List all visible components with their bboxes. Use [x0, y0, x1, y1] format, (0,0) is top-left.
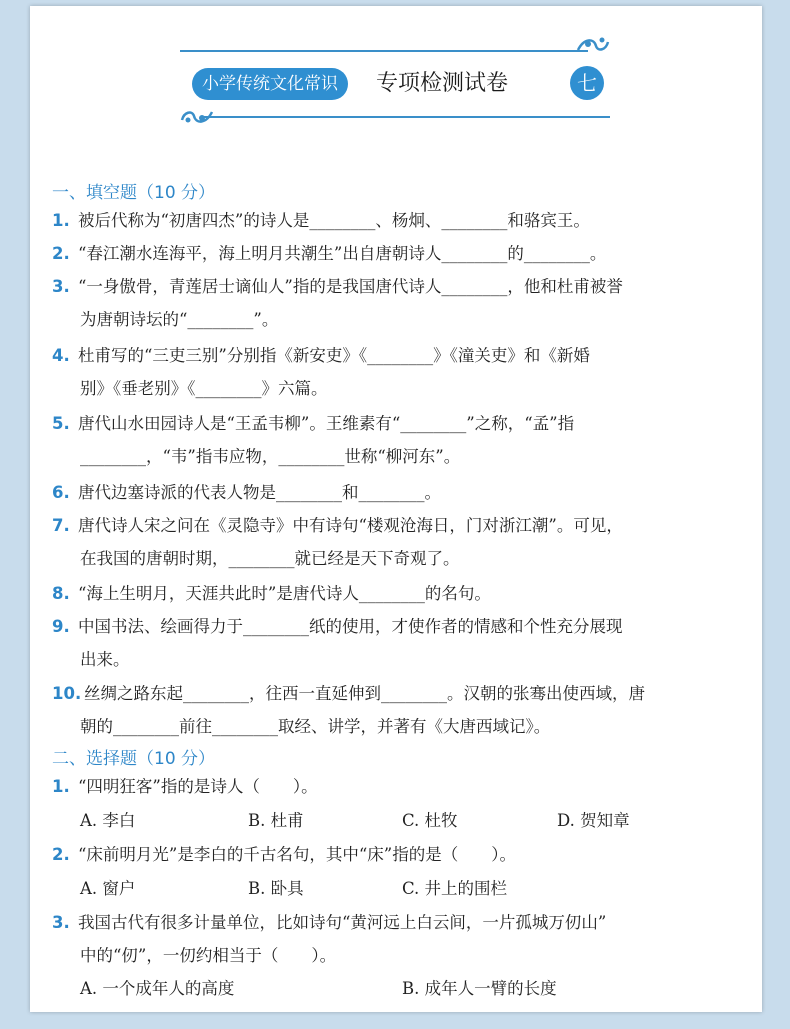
- page-title: 专项检测试卷: [376, 71, 509, 96]
- question-text: 中国书法、绘画得力于________纸的使用，才使作者的情感和个性充分展现: [78, 617, 623, 636]
- fill-question-9: [52, 610, 742, 676]
- question-text: “四明狂客”指的是诗人（ ）。: [78, 777, 318, 796]
- fill-question-8: [52, 577, 742, 610]
- swirl-ornament-icon: [180, 106, 214, 128]
- question-number: 5.: [52, 414, 70, 433]
- question-text-continued: 出来。: [80, 650, 130, 669]
- fill-question-1: [52, 204, 742, 237]
- question-text: 被后代称为“初唐四杰”的诗人是________、杨炯、________和骆宾王。: [78, 211, 590, 230]
- question-text: 唐代边塞诗派的代表人物是________和________。: [78, 483, 441, 502]
- banner-top-line: [180, 50, 588, 52]
- question-number: 8.: [52, 584, 70, 603]
- question-text: 杜甫写的“三吏三别”分别指《新安吏》《________》《潼关吏》和《新婚: [78, 346, 590, 365]
- fill-question-5: [52, 407, 742, 473]
- question-text-continued: 中的“仞”，一仞约相当于（ ）。: [80, 946, 337, 965]
- choice-question-1: [52, 770, 742, 803]
- fill-question-10: [52, 677, 742, 743]
- question-text: “海上生明月，天涯共此时”是唐代诗人________的名句。: [78, 584, 491, 603]
- question-number: 3.: [52, 277, 70, 296]
- question-number: 1.: [52, 777, 70, 796]
- choice-question-2: [52, 838, 742, 871]
- question-number: 3.: [52, 913, 70, 932]
- question-text: 唐代山水田园诗人是“王孟韦柳”。王维素有“________”之称，“孟”指: [78, 414, 575, 433]
- fill-question-3: [52, 270, 742, 336]
- question-number: 2.: [52, 244, 70, 263]
- question-text-continued: 在我国的唐朝时期，________就已经是天下奇观了。: [80, 549, 460, 568]
- section-choice-heading: 二、选择题（10 分）: [52, 749, 216, 769]
- question-number: 9.: [52, 617, 70, 636]
- banner-bottom-line: [202, 116, 610, 118]
- question-number: 2.: [52, 845, 70, 864]
- question-text: “春江潮水连海平，海上明月共潮生”出自唐朝诗人________的________。: [78, 244, 607, 263]
- question-text-continued: 朝的________前往________取经、讲学，并著有《大唐西域记》。: [80, 717, 551, 736]
- option-b[interactable]: B. 成年人一臂的长度: [402, 979, 557, 998]
- swirl-ornament-icon: [576, 34, 610, 56]
- question-number: 1.: [52, 211, 70, 230]
- fill-question-7: [52, 509, 742, 575]
- choice-question-3: [52, 906, 742, 972]
- section-fill-heading: 一、填空题（10 分）: [52, 183, 216, 203]
- option-c[interactable]: C. 杜牧: [402, 811, 458, 830]
- option-a[interactable]: A. 李白: [80, 811, 136, 830]
- fill-question-2: [52, 237, 742, 270]
- question-text: “一身傲骨，青莲居士谪仙人”指的是我国唐代诗人________，他和杜甫被誉: [78, 277, 623, 296]
- paper-number-badge: 七: [570, 66, 604, 100]
- question-text: 我国古代有很多计量单位，比如诗句“黄河远上白云间，一片孤城万仞山”: [78, 913, 607, 932]
- title-banner: [180, 48, 610, 122]
- question-text: 唐代诗人宋之问在《灵隐寺》中有诗句“楼观沧海日，门对浙江潮”。可见，: [78, 516, 623, 535]
- option-a[interactable]: A. 一个成年人的高度: [80, 979, 235, 998]
- question-text-continued: 为唐朝诗坛的“________”。: [80, 310, 279, 329]
- option-b[interactable]: B. 卧具: [248, 879, 304, 898]
- question-number: 6.: [52, 483, 70, 502]
- question-number: 10.: [52, 684, 82, 703]
- exam-paper: [30, 6, 762, 1012]
- question-text-continued: 别》《垂老别》《________》六篇。: [80, 379, 328, 398]
- question-text: 丝绸之路东起________，往西一直延伸到________。汉朝的张骞出使西域，唐: [84, 684, 645, 703]
- question-number: 7.: [52, 516, 70, 535]
- option-b[interactable]: B. 杜甫: [248, 811, 304, 830]
- question-text: “床前明月光”是李白的千古名句，其中“床”指的是（ ）。: [78, 845, 516, 864]
- series-pill: 小学传统文化常识: [192, 68, 348, 100]
- question-number: 4.: [52, 346, 70, 365]
- option-d[interactable]: D. 贺知章: [557, 811, 630, 830]
- fill-question-4: [52, 339, 742, 405]
- option-a[interactable]: A. 窗户: [80, 879, 136, 898]
- option-c[interactable]: C. 井上的围栏: [402, 879, 508, 898]
- question-text-continued: ________，“韦”指韦应物，________世称“柳河东”。: [80, 447, 461, 466]
- fill-question-6: [52, 476, 742, 509]
